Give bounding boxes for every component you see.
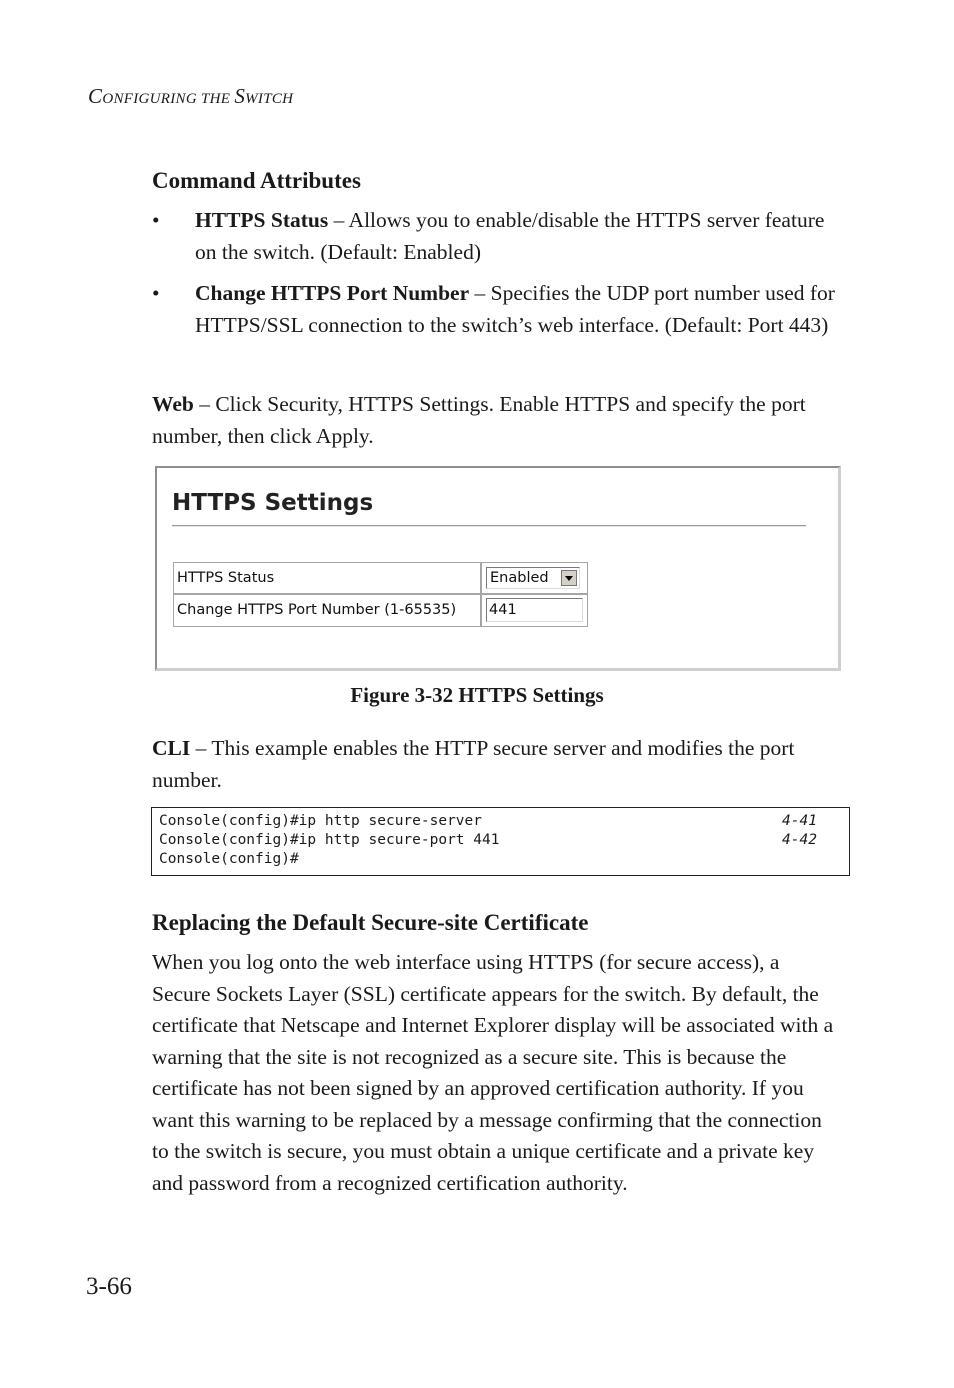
https-status-select[interactable] (486, 567, 580, 589)
section-body-certificate: When you log onto the web interface using HTTPS (for secure access), a Secure Sockets Layer (SSL) certificate appears for the switch. By default, the certificate that Netscape and Internet Explorer display will be associated with a warning that the site is not recognized as a secure site. This is because the certificate has not been signed by an approved certification authority. If you want this warning to be replaced by a message confirming that the connection to the switch is secure, you must obtain a unique certificate and a private key and password from a recognized certification authority. (152, 950, 834, 1195)
bullet-dot: • (152, 208, 160, 232)
https-port-input[interactable] (486, 598, 583, 622)
cli-term: CLI (152, 736, 191, 760)
running-header-initial-2: S (234, 84, 246, 108)
figure-caption: Figure 3-32 HTTPS Settings (350, 683, 604, 707)
cli-text: – This example enables the HTTP secure server and modifies the port number. (152, 736, 795, 792)
code-command: Console(config)# (159, 851, 299, 867)
running-header-initial-1: C (88, 84, 103, 108)
chevron-down-icon[interactable] (561, 570, 577, 586)
bullet-text (195, 205, 845, 268)
bullet-change-port (152, 278, 842, 374)
bullet-term: HTTPS Status (195, 208, 329, 232)
https-status-cell (481, 562, 588, 594)
title-divider (172, 525, 806, 527)
https-settings-screenshot (155, 466, 841, 671)
running-header (88, 84, 293, 109)
screenshot-title: HTTPS Settings (172, 490, 374, 516)
code-page-ref: 4-41 (782, 813, 817, 829)
bullet-term: Change HTTPS Port Number (195, 281, 470, 305)
https-status-selected-value: Enabled (490, 570, 549, 586)
section-heading-certificate: Replacing the Default Secure-site Certificate (152, 910, 589, 935)
command-attributes-heading: Command Attributes (152, 168, 361, 193)
code-line (152, 812, 849, 831)
web-term: Web (152, 392, 194, 416)
https-status-label: HTTPS Status (173, 562, 481, 594)
cli-instructions (152, 733, 842, 796)
page-number: 3-66 (86, 1273, 132, 1300)
running-header-part-1: ONFIGURING THE (102, 91, 235, 107)
web-instructions (152, 389, 842, 452)
https-port-cell (481, 594, 588, 627)
web-text: – Click Security, HTTPS Settings. Enable HTTPS and specify the port number, then click Apply. (152, 392, 806, 448)
bullet-text (195, 278, 845, 341)
bullet-description: – Allows you to enable/disable the HTTPS server feature on the switch. (Default: Enabled) (195, 208, 825, 264)
code-command: Console(config)#ip http secure-port 441 (159, 832, 500, 848)
https-port-label: Change HTTPS Port Number (1-65535) (173, 594, 481, 627)
running-header-part-2: WITCH (245, 91, 294, 107)
code-line (152, 831, 849, 850)
bullet-https-status (152, 205, 842, 269)
code-line (152, 850, 849, 869)
code-page-ref: 4-42 (782, 832, 817, 848)
cli-code-block (151, 807, 850, 876)
bullet-description: – Specifies the UDP port number used for HTTPS/SSL connection to the switch’s web interface. (Default: Port 443) (195, 281, 835, 337)
bullet-dot: • (152, 281, 160, 305)
code-command: Console(config)#ip http secure-server (159, 813, 483, 829)
